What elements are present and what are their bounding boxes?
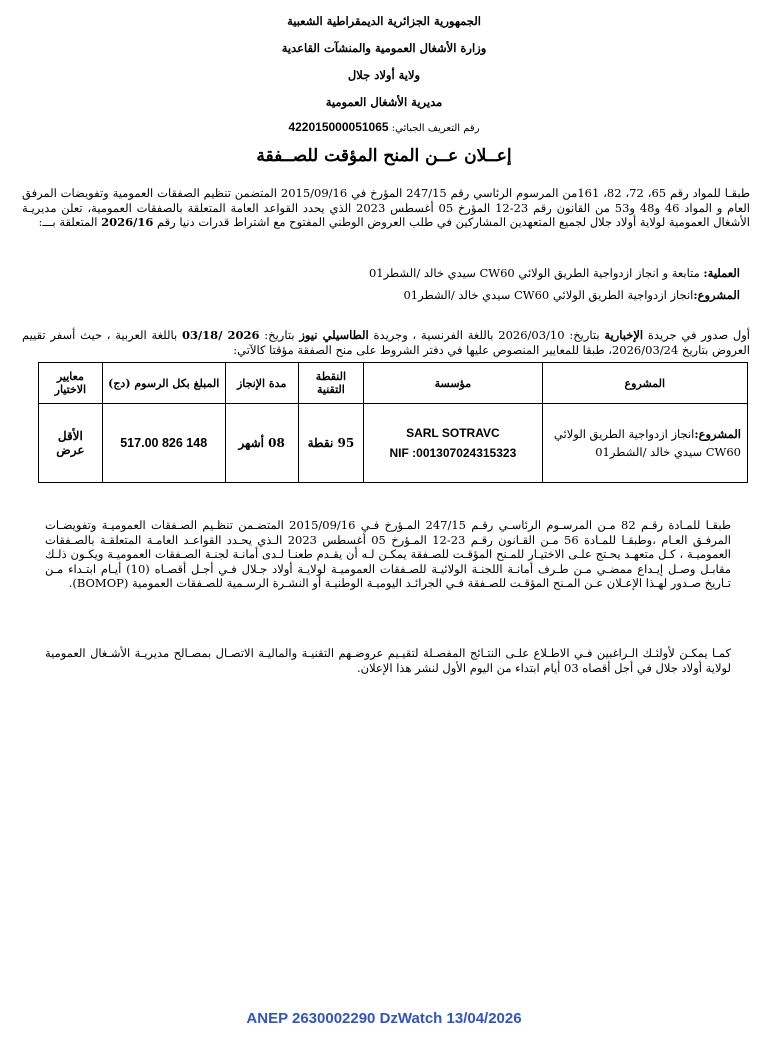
operation-text: متابعة و انجاز ازدواجية الطريق الولائي CW60 سيدي خالد /الشطر01: [368, 266, 704, 280]
project-line: [403, 288, 740, 303]
wilaya-header: ولاية أولاد جلال: [347, 68, 421, 82]
appeal-paragraph: طبقـا للمـادة رقـم 82 مـن المرسـوم الرئاسـي رقـم 247/15 المـؤرخ فـي 2015/09/16 المتضـمن تنظـيم الصـفقات العموميـة وتفويضـات المرفـق العـام ،وطبقـا للمـادة 56 مـن القـانون رقـم 23-12 المـؤرخ 05 أغسطس 2023 الـذي يحـدد القواعـد العامـة المتعلقـة بالصـفقات العموميـة ، كـل متعهـد يحـتج علـى الاختيـار للمـنح المؤقـت للصـفقة يمكـن لـه أن يقـدم طعنـا لـدى أمانـة لجنـة الصـفقات العموميـة ويكـون ذلـك مقابـل وصـل إيـداع ممضـي مـن طـرف أمانـة اللجنـة الولائيـة للصـفقات العموميـة لولايـة أولاد جـلال فـي أجـل أقصـاه (10) أيـام ابتـداء مـن تـاريخ صـدور لهـذا الإعـلان عـن المـنح المؤقـت للصـفقة فـي الجرائـد اليوميـة الوطنيـة أو النشـرة الرسـمية للصـفقات العمومية (BOMOP).: [45, 518, 732, 590]
header-company: مؤسسة: [364, 363, 542, 404]
award-table: [38, 362, 748, 483]
republic-header: الجمهورية الجزائرية الديمقراطية الشعبية: [287, 14, 481, 28]
tax-id-label: رقم التعريف الجبائي:: [391, 123, 480, 134]
ministry-header: وزارة الأشغال العمومية والمنشآت القاعدية: [281, 41, 487, 55]
publication-text: بتاريخ:: [259, 328, 300, 342]
header-amount: المبلغ بكل الرسوم (دج): [102, 363, 225, 404]
publication-text: باللغة العربية ، حيث أسفر تقييم العروض بتاريخ 2026/03/24، طبقا للمعايير المنصوص عليها في دفتر الشروط على منح الصفقة مؤقتا كالآتي:: [22, 328, 750, 357]
tender-number: 2026/16: [101, 215, 154, 229]
cell-tech-score: 95 نقطة: [298, 404, 364, 483]
tax-id-line: [0, 120, 768, 134]
header-project: المشروع: [542, 363, 747, 404]
cell-project: [542, 404, 747, 483]
footer-reference: ANEP 2630002290 DzWatch 13/04/2026: [246, 1010, 522, 1027]
directorate-header: مديرية الأشغال العمومية: [325, 95, 443, 109]
table-row: [39, 404, 748, 483]
project-text: انجاز ازدواجية الطريق الولائي CW60 سيدي خالد /الشطر01: [403, 288, 694, 302]
intro-text: طبقـا للمواد رقم 65، 72، 82، 161من المرسوم الرئاسي رقم 247/15 المؤرخ في 2015/09/16 المتضمن تنظيم الصفقات العمومية وتفويضات المرفق العام و المواد 46 و48 و53 من القانون رقم 23-12 المؤرخ 05 أغسطس 2023 الذي يحدد القواعد العامة المتعلقة بالصفقات العمومية، تعلن مديريـة الأشغال العمومية لولاية أولاد جلال لجميع المتعهدين المشاركين في طلب العروض الوطني المفتوح مع اشتراط قدرات دنيا رقم: [22, 186, 751, 229]
notice-title: إعــلان عــن المنح المؤقت للصــفقة: [256, 146, 512, 166]
publication-date: 2026 /03/18: [181, 328, 260, 342]
cell-company: [364, 404, 542, 483]
newspaper-2: الطاسيلي نيوز: [299, 328, 369, 342]
project-label: المشروع:: [693, 288, 740, 302]
intro-text-end: المتعلقة بـــ:: [38, 215, 102, 229]
operation-line: [369, 266, 740, 281]
company-name: SARL SOTRAVC: [406, 426, 500, 440]
header-criteria: معايير الاختيار: [39, 363, 103, 404]
tax-id-number: 422015000051065: [288, 120, 389, 134]
cell-project-label: المشروع:: [694, 427, 741, 441]
publication-text: أول صدور في جريدة: [643, 328, 751, 342]
cell-project-text: انجاز ازدواجية الطريق الولائي CW60 سيدي خالد /الشطر01: [553, 427, 741, 459]
newspaper-1: الإخبارية: [604, 328, 644, 342]
publication-text: بتاريخ: 2026/03/10 باللغة الفرنسية ، وجريدة: [368, 328, 605, 342]
cell-duration: 08 أشهر: [225, 404, 298, 483]
publication-paragraph: [22, 328, 750, 357]
header-tech-score: النقطة التقنية: [298, 363, 364, 404]
cell-amount: 148 826 517.00: [102, 404, 225, 483]
table-header-row: [39, 363, 748, 404]
invite-paragraph: كمـا يمكـن لأولئـك الـراغبين فـي الاطـلاع علـى النتـائج المفصـلة لتقيـيم عروضـهم التقنيـة والماليـة الاتصـال بمصـالح مديريـة الأشـغال العمومية لولاية أولاد جلال في أجل أقصاه 03 أيام ابتداء من اليوم الأول لنشر هذا الإعلان.: [45, 646, 731, 675]
header-duration: مدة الإنجاز: [225, 363, 298, 404]
cell-criteria: الأقل عرض: [39, 404, 103, 483]
intro-paragraph: [22, 186, 750, 230]
operation-label: العملية:: [703, 266, 740, 280]
company-nif: NIF :001307024315323: [389, 446, 517, 460]
